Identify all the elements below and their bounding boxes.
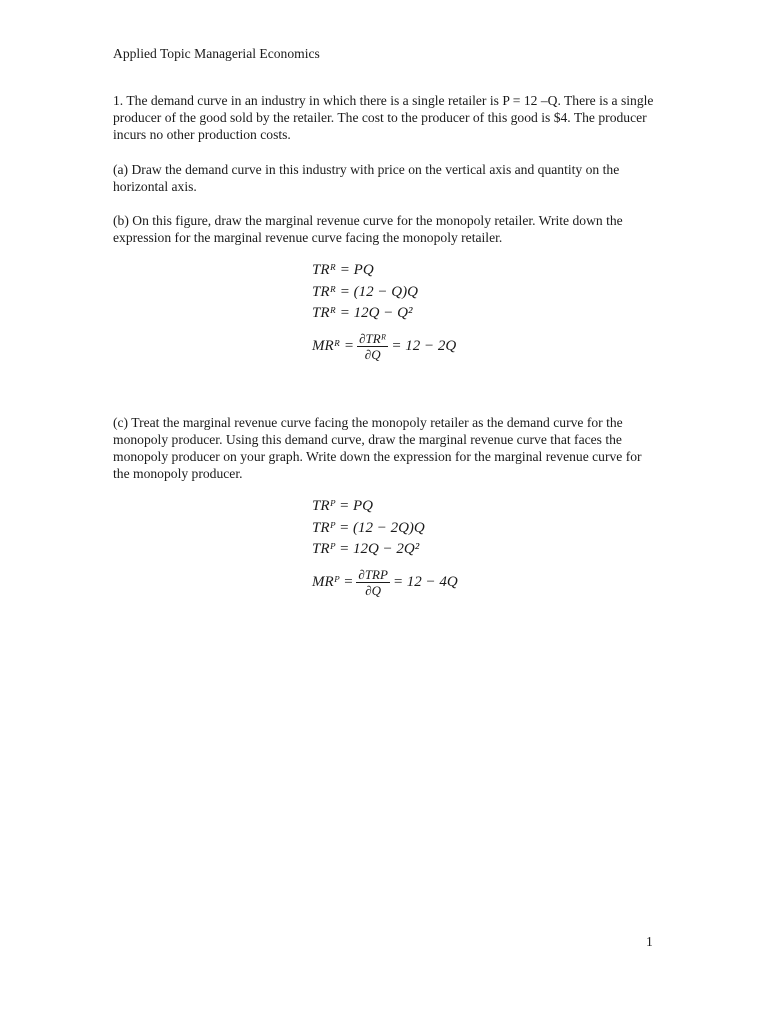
page-number: 1 xyxy=(646,934,653,949)
mr-producer-rhs: = 12 − 4Q xyxy=(392,574,458,590)
equation-tr-producer-2: TRᴾ = (12 − 2Q)Q xyxy=(312,519,425,536)
producer-equations xyxy=(312,498,458,603)
mr-producer-denominator: ∂Q xyxy=(365,583,382,598)
document-header: Applied Topic Managerial Economics xyxy=(113,46,320,61)
question-1-intro: 1. The demand curve in an industry in which there is a single retailer is P = 12 –Q. There is a single producer of the good sold by the retailer. The cost to the producer of this good is $4. The producer incurs no other production costs. xyxy=(113,93,654,142)
question-1-part-b: (b) On this figure, draw the marginal revenue curve for the monopoly retailer. Write down the expression for the marginal revenue curve facing the monopoly retailer. xyxy=(113,213,623,245)
mr-retailer-numerator: ∂TRᴿ xyxy=(359,331,387,346)
equation-mr-producer xyxy=(312,563,458,603)
equation-mr-retailer xyxy=(312,327,456,367)
mr-retailer-rhs: = 12 − 2Q xyxy=(391,338,457,354)
mr-producer-fraction xyxy=(356,567,390,598)
question-1-part-c: (c) Treat the marginal revenue curve facing the monopoly retailer as the demand curve for the monopoly producer. Using this demand curve, draw the marginal revenue curve that faces the monopoly producer on your graph. Write down the expression for the marginal revenue curve for the monopoly producer. xyxy=(113,415,642,481)
mr-retailer-fraction xyxy=(357,331,388,362)
equation-tr-producer-1: TRᴾ = PQ xyxy=(312,498,373,514)
mr-producer-lhs: MRᴾ = xyxy=(312,574,354,590)
question-1-part-a: (a) Draw the demand curve in this industry with price on the vertical axis and quantity on the horizontal axis. xyxy=(113,162,620,194)
mr-retailer-lhs: MRᴿ = xyxy=(312,338,355,354)
retailer-equations xyxy=(312,262,456,367)
equation-tr-retailer-3: TRᴿ = 12Q − Q² xyxy=(312,305,413,321)
equation-tr-retailer-1: TRᴿ = PQ xyxy=(312,262,374,278)
mr-retailer-denominator: ∂Q xyxy=(364,347,381,362)
equation-tr-producer-3: TRᴾ = 12Q − 2Q² xyxy=(312,541,420,557)
equation-tr-retailer-2: TRᴿ = (12 − Q)Q xyxy=(312,283,418,300)
mr-producer-numerator: ∂TRP xyxy=(358,567,388,582)
